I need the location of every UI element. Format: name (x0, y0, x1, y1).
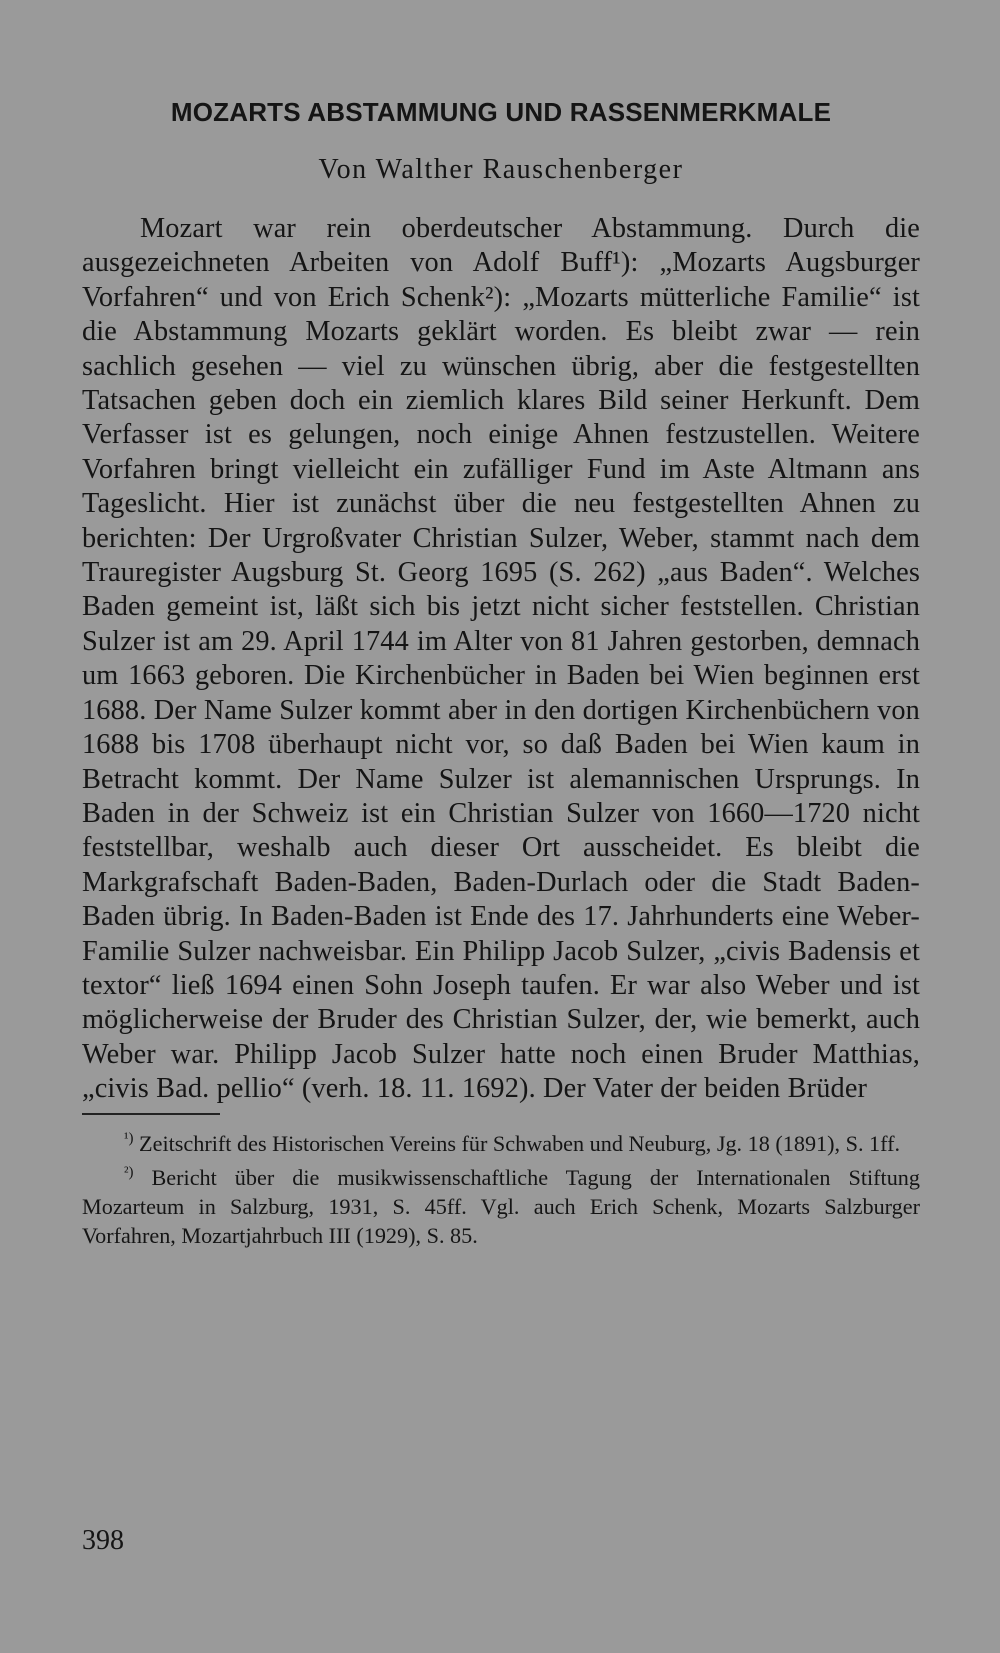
article-title: MOZARTS ABSTAMMUNG UND RASSENMERKMALE (170, 97, 832, 127)
footnote-2-mark: ²) (124, 1164, 134, 1181)
footnote-divider (82, 1113, 220, 1115)
footnote-1-mark: ¹) (124, 1130, 134, 1147)
body-paragraph: Mozart war rein oberdeutscher Abstammung. Durch die ausgezeichneten Arbeiten von Adolf Buff¹): „Mozarts Augsburger Vorfahren“ und von Erich Schenk²): „Mozarts mütterliche Familie“ ist die Abstammung Mozarts geklärt worden. Es bleibt zwar — rein sachlich gesehen — viel zu wünschen übrig, aber die festgestellten Tatsachen geben doch ein ziemlich klares Bild seiner Herkunft. Dem Verfasser ist es gelungen, noch einige Ahnen festzustellen. Weitere Vorfahren bringt vielleicht ein zufälliger Fund im Aste Altmann ans Tageslicht. Hier ist zunächst über die neu festgestellten Ahnen zu berichten: Der Urgroßvater Christian Sulzer, Weber, stammt nach dem Trauregister Augsburg St. Georg 1695 (S. 262) „aus Baden“. Welches Baden gemeint ist, läßt sich bis jetzt nicht sicher feststellen. Christian Sulzer ist am 29. April 1744 im Alter von 81 Jahren gestorben, demnach um 1663 geboren. Die Kirchenbücher in Baden bei Wien beginnen erst 1688. Der Name Sulzer kommt aber in den dortigen Kirchenbüchern von 1688 bis 1708 überhaupt nicht vor, so daß Baden bei Wien kaum in Betracht kommt. Der Name Sulzer ist alemannischen Ursprungs. In Baden in der Schweiz ist ein Christian Sulzer von 1660—1720 nicht feststellbar, weshalb auch dieser Ort ausscheidet. Es bleibt die Markgrafschaft Baden-Baden, Baden-Durlach oder die Stadt Baden-Baden übrig. In Baden-Baden ist Ende des 17. Jahrhunderts eine Weber-Familie Sulzer nachweisbar. Ein Philipp Jacob Sulzer, „civis Badensis et textor“ ließ 1694 einen Sohn Joseph taufen. Er war also Weber und ist möglicherweise der Bruder des Christian Sulzer, der, wie bemerkt, auch Weber war. Philipp Jacob Sulzer hatte noch einen Bruder Matthias, „civis Bad. pellio“ (verh. 18. 11. 1692). Der Vater der beiden Brüder (82, 213, 920, 1105)
footnote-1 (82, 1129, 920, 1158)
footnote-1-text: Zeitschrift des Historischen Vereins für Schwaben und Neuburg, Jg. 18 (1891), S. 1ff. (139, 1130, 901, 1156)
footnotes (82, 1129, 920, 1250)
footnote-2-text: Bericht über die musikwissenschaftliche Tagung der Internationalen Stiftung Mozarteum in Salzburg, 1931, S. 45ff. Vgl. auch Erich Schenk, Mozarts Salzburger Vorfahren, Mozartjahrbuch III (1929), S. 85. (82, 1164, 920, 1248)
article-author: Von Walther Rauschenberger (318, 154, 684, 185)
footnote-2 (82, 1163, 920, 1250)
article-body (82, 212, 920, 1107)
page (82, 92, 920, 1255)
page-number: 398 (82, 1525, 124, 1556)
